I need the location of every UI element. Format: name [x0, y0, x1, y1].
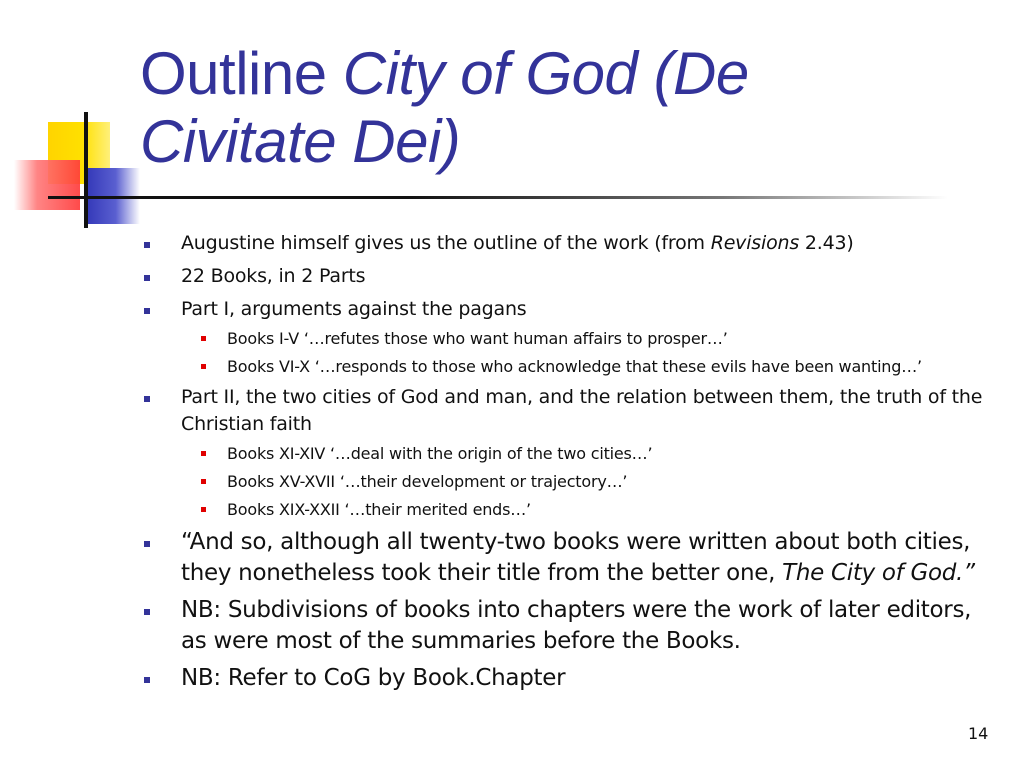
sub-item: Books I-V ‘…refutes those who want human affairs to prosper…’ — [185, 327, 1000, 350]
sub-list-part-one — [181, 327, 1000, 378]
bullet-list — [140, 230, 1000, 694]
bullet-nb-refer: NB: Refer to CoG by Book.Chapter — [140, 663, 1000, 694]
bullet-quote: “And so, although all twenty-two books were written about both cities, they nonetheless took their title from the better one, The City of God.” — [140, 527, 1000, 589]
bullet-nb-subdivisions: NB: Subdivisions of books into chapters were the work of later editors, as were most of the summaries before the Books. — [140, 595, 1000, 657]
slide-title — [140, 40, 900, 176]
sub-item: Books XIX-XXII ‘…their merited ends…’ — [185, 498, 1000, 521]
slide-content — [140, 230, 1000, 700]
bullet-outline-source: Augustine himself gives us the outline of the work (from Revisions 2.43) — [140, 230, 1000, 257]
sub-item: Books VI-X ‘…responds to those who acknowledge that these evils have been wanting…’ — [185, 355, 1000, 378]
sub-item: Books XI-XIV ‘…deal with the origin of the two cities…’ — [185, 442, 1000, 465]
bullet-books-parts: 22 Books, in 2 Parts — [140, 263, 1000, 290]
corner-decoration — [0, 0, 160, 240]
title-italic: City of God (De Civitate Dei) — [140, 40, 749, 175]
page-number: 14 — [968, 724, 989, 743]
title-underline — [48, 196, 948, 199]
red-square-decoration — [14, 160, 80, 210]
bullet-part-two: Part II, the two cities of God and man, and the relation between them, the truth of the Christian faith Books XI-XIV ‘…deal with the origin of the two cities…’ Books XV-XVII ‘…their development or trajectory…’ Books XIX-XXII ‘…their merited ends…’ — [140, 384, 1000, 521]
sub-item: Books XV-XVII ‘…their development or trajectory…’ — [185, 470, 1000, 493]
bullet-part-one: Part I, arguments against the pagans Books I-V ‘…refutes those who want human affairs to prosper…’ Books VI-X ‘…responds to those who acknowledge that these evils have been wanting…’ — [140, 296, 1000, 378]
vertical-rule — [84, 112, 88, 228]
title-plain: Outline — [140, 40, 343, 107]
sub-list-part-two — [181, 442, 1000, 521]
